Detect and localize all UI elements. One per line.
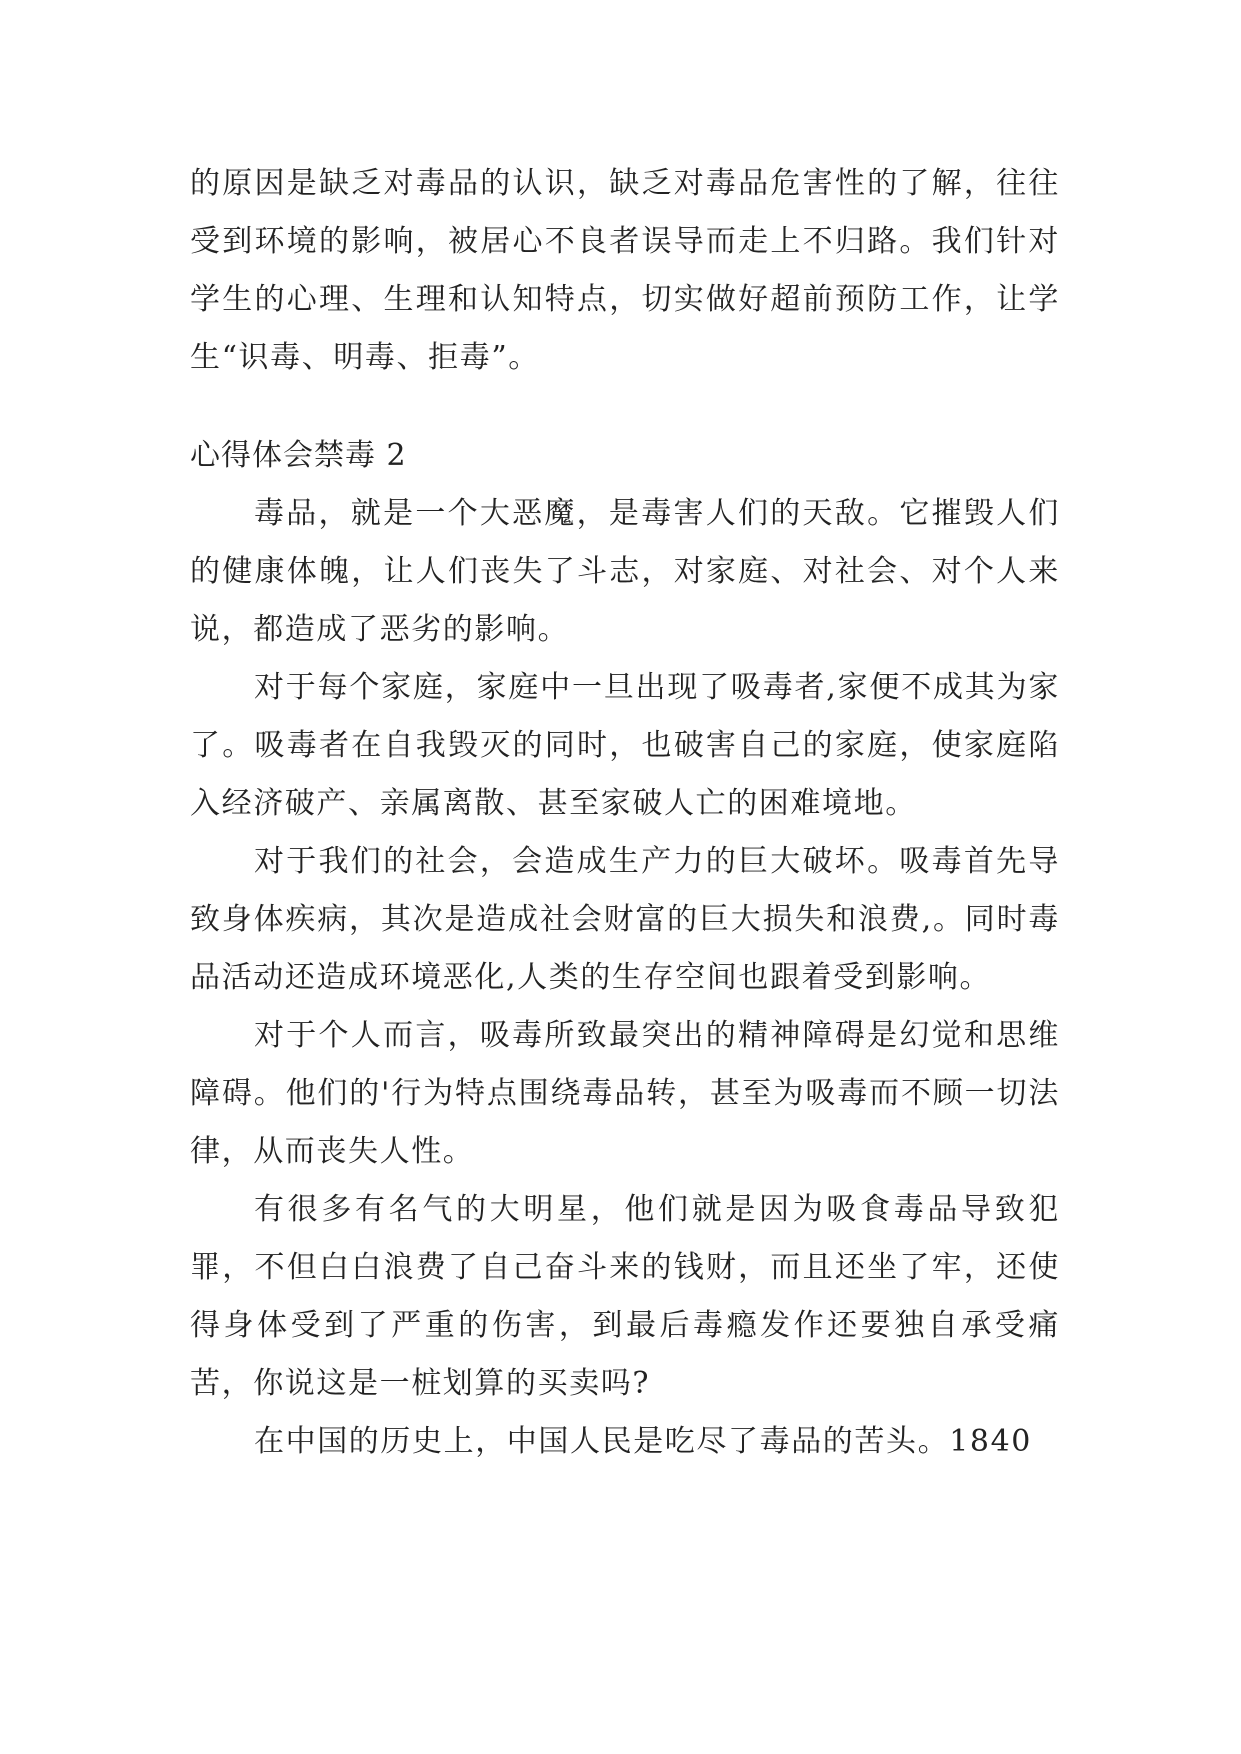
- section-heading: 心得体会禁毒 2: [190, 438, 407, 473]
- paragraph-family: 对于每个家庭，家庭中一旦出现了吸毒者,家便不成其为家了。吸毒者在自我毁灭的同时，也破害自己的家庭，使家庭陷入经济破产、亲属离散、甚至家破人亡的困难境地。: [190, 670, 1060, 821]
- document-body: [190, 155, 1060, 1471]
- paragraph-celebrities: 有很多有名气的大明星，他们就是因为吸食毒品导致犯罪，不但白白浪费了自己奋斗来的钱财，而且还坐了牢，还使得身体受到了严重的伤害，到最后毒瘾发作还要独自承受痛苦，你说这是一桩划算的买卖吗?: [190, 1192, 1060, 1401]
- paragraph-individual: 对于个人而言，吸毒所致最突出的精神障碍是幻觉和思维障碍。他们的'行为特点围绕毒品转，甚至为吸毒而不顾一切法律，从而丧失人性。: [190, 1018, 1060, 1169]
- paragraph-society: 对于我们的社会，会造成生产力的巨大破坏。吸毒首先导致身体疾病，其次是造成社会财富的巨大损失和浪费,。同时毒品活动还造成环境恶化,人类的生存空间也跟着受到影响。: [190, 844, 1060, 995]
- paragraph-continuation: 的原因是缺乏对毒品的认识，缺乏对毒品危害性的了解，往往受到环境的影响，被居心不良者误导而走上不归路。我们针对学生的心理、生理和认知特点，切实做好超前预防工作，让学生“识毒、明毒、拒毒”。: [190, 166, 1060, 375]
- paragraph-drugs-demon: 毒品，就是一个大恶魔，是毒害人们的天敌。它摧毁人们的健康体魄，让人们丧失了斗志，对家庭、对社会、对个人来说，都造成了恶劣的影响。: [190, 496, 1060, 647]
- paragraph-history: 在中国的历史上，中国人民是吃尽了毒品的苦头。1840: [254, 1424, 1032, 1459]
